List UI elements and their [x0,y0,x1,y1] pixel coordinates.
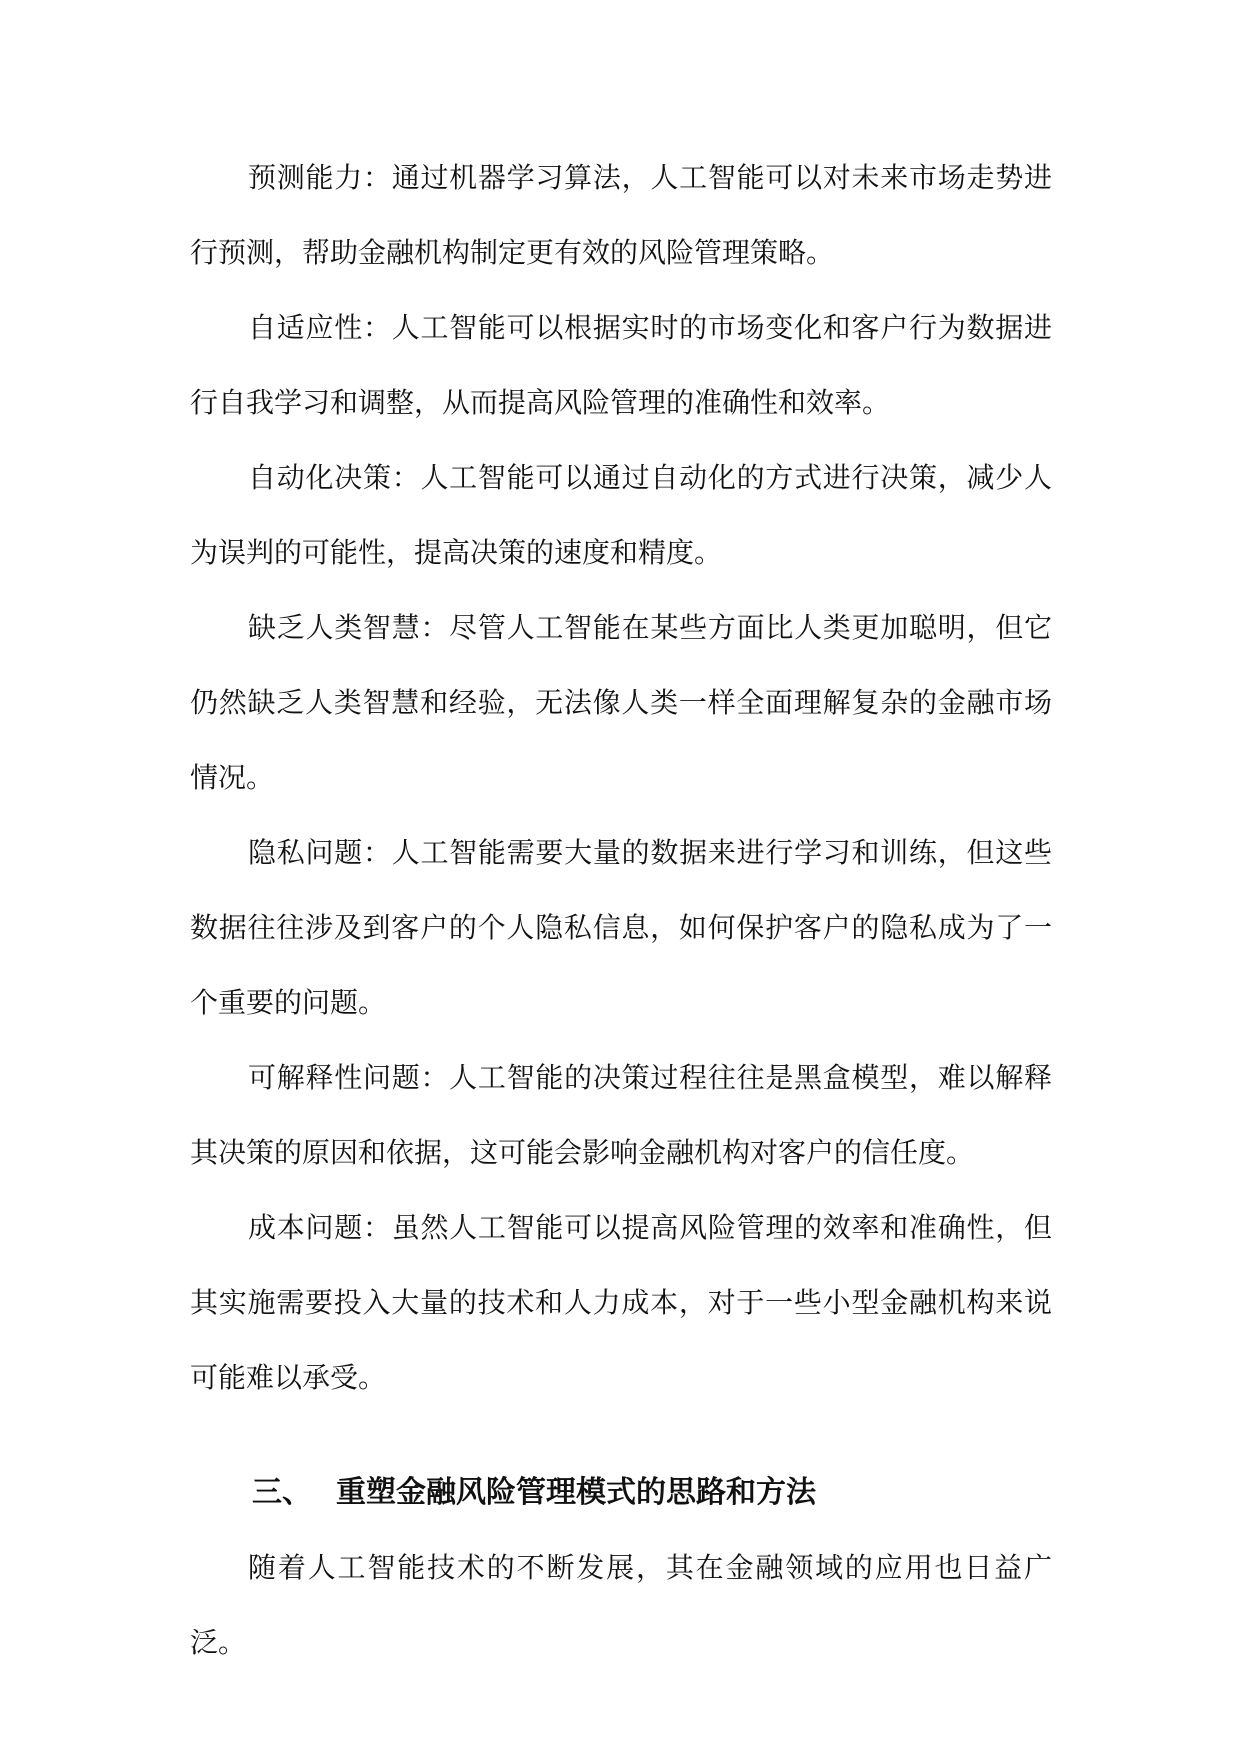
section-number: 三、 [252,1475,312,1510]
paragraph-closing: 随着人工智能技术的不断发展，其在金融领域的应用也日益广泛。 [190,1551,1052,1659]
paragraph-adaptivity: 自适应性：人工智能可以根据实时的市场变化和客户行为数据进行自我学习和调整，从而提高风险管理的准确性和效率。 [190,311,1052,419]
paragraph-prediction: 预测能力：通过机器学习算法，人工智能可以对未来市场走势进行预测，帮助金融机构制定更有效的风险管理策略。 [190,161,1052,269]
paragraph-explainability: 可解释性问题：人工智能的决策过程往往是黑盒模型，难以解释其决策的原因和依据，这可能会影响金融机构对客户的信任度。 [190,1061,1052,1169]
document-body [190,140,1052,1680]
section-title: 重塑金融风险管理模式的思路和方法 [336,1475,816,1510]
paragraph-privacy: 隐私问题：人工智能需要大量的数据来进行学习和训练，但这些数据往往涉及到客户的个人隐私信息，如何保护客户的隐私成为了一个重要的问题。 [190,836,1052,1019]
section-heading [190,1455,1052,1530]
paragraph-cost: 成本问题：虽然人工智能可以提高风险管理的效率和准确性，但其实施需要投入大量的技术和人力成本，对于一些小型金融机构来说可能难以承受。 [190,1211,1052,1394]
paragraph-automated-decision: 自动化决策：人工智能可以通过自动化的方式进行决策，减少人为误判的可能性，提高决策的速度和精度。 [190,461,1052,569]
paragraph-lack-of-human-wisdom: 缺乏人类智慧：尽管人工智能在某些方面比人类更加聪明，但它仍然缺乏人类智慧和经验，无法像人类一样全面理解复杂的金融市场情况。 [190,611,1052,794]
